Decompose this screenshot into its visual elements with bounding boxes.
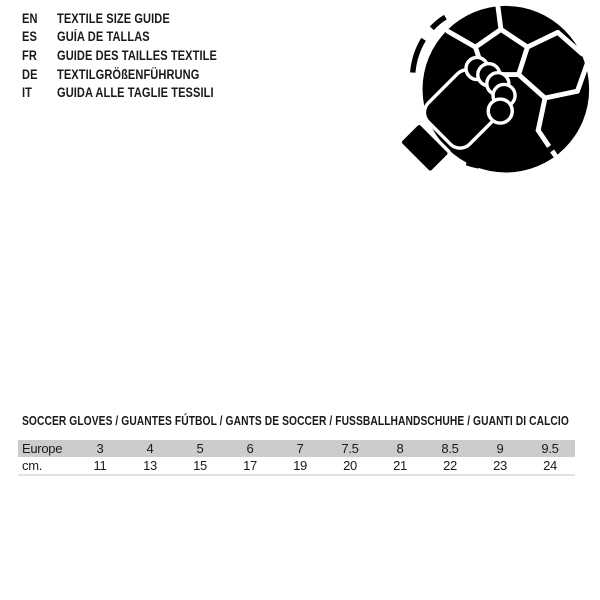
- size-value: 24: [543, 458, 557, 473]
- language-guide-item: [22, 65, 252, 84]
- language-label: TEXTILE SIZE GUIDE: [57, 10, 170, 26]
- language-guide-item: [22, 46, 252, 65]
- language-guide-item: [22, 28, 252, 47]
- size-value: 22: [443, 458, 457, 473]
- size-value: 6: [246, 441, 254, 456]
- language-code: DE: [22, 66, 38, 82]
- size-value: 5: [196, 441, 204, 456]
- size-value: 21: [393, 458, 407, 473]
- size-table-title: SOCCER GLOVES / GUANTES FÚTBOL / GANTS DE SOCCER / FUSSBALLHANDSCHUHE / GUANTI DI CALCIO: [22, 414, 569, 428]
- goalkeeper-glove-ball-svg: [400, 0, 596, 200]
- size-value: 8.5: [441, 441, 459, 456]
- language-guide-list: [22, 9, 252, 102]
- language-guide-item: [22, 83, 252, 102]
- language-code: EN: [22, 10, 38, 26]
- size-value: 23: [493, 458, 507, 473]
- table-row-europe: [18, 440, 575, 457]
- language-guide-item: [22, 9, 252, 28]
- goalkeeper-glove-ball-icon: [400, 0, 596, 200]
- row-label: Europe: [22, 441, 63, 456]
- size-value: 8: [396, 441, 404, 456]
- language-code: FR: [22, 47, 37, 63]
- size-value: 19: [293, 458, 307, 473]
- size-value: 9.5: [541, 441, 559, 456]
- language-label: TEXTILGRÖßENFÜHRUNG: [57, 66, 200, 82]
- size-value: 13: [143, 458, 157, 473]
- language-label: GUÍA DE TALLAS: [57, 29, 150, 45]
- table-row-cm: [18, 457, 575, 476]
- language-code: ES: [22, 29, 37, 45]
- size-value: 7: [296, 441, 304, 456]
- size-value: 3: [96, 441, 104, 456]
- size-value: 7.5: [341, 441, 359, 456]
- size-table: [18, 440, 575, 476]
- size-value: 11: [93, 458, 107, 473]
- language-label: GUIDE DES TAILLES TEXTILE: [57, 47, 217, 63]
- row-label: cm.: [22, 458, 43, 473]
- language-code: IT: [22, 85, 33, 101]
- size-value: 15: [193, 458, 207, 473]
- size-value: 17: [243, 458, 257, 473]
- size-value: 20: [343, 458, 357, 473]
- size-value: 9: [496, 441, 504, 456]
- size-value: 4: [146, 441, 154, 456]
- language-label: GUIDA ALLE TAGLIE TESSILI: [57, 85, 214, 101]
